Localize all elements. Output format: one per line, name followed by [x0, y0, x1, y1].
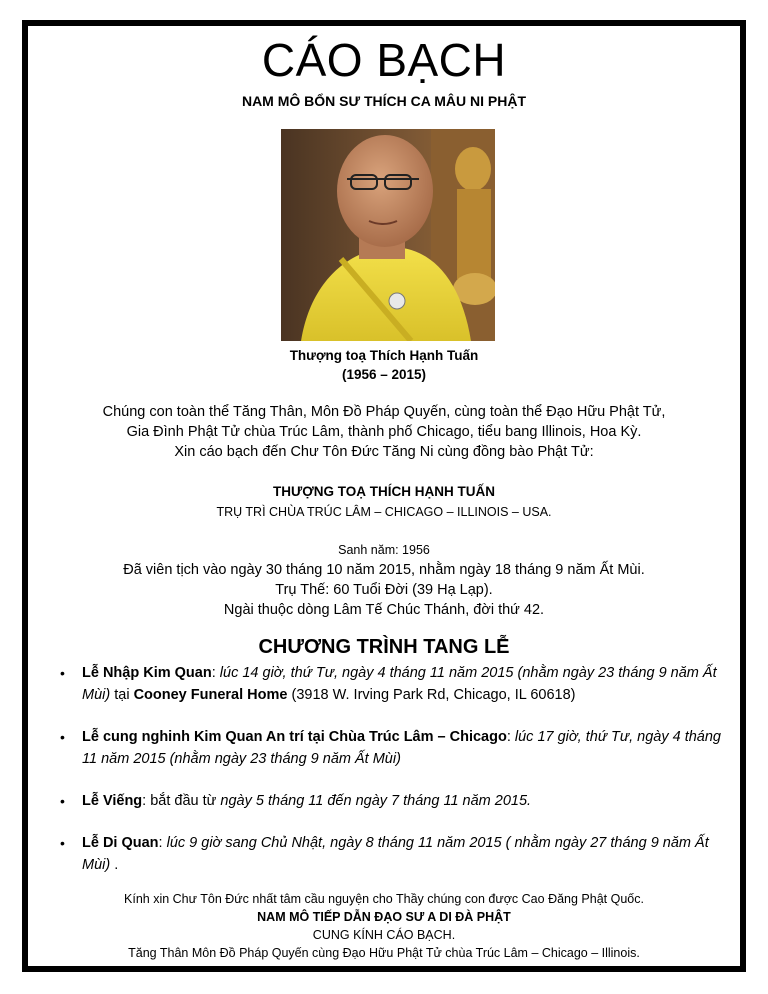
closing-announcement: CUNG KÍNH CÁO BẠCH. [312, 928, 456, 942]
program-list [60, 662, 740, 876]
item-address: (3918 W. Irving Park Rd, Chicago, IL 60618) [287, 687, 576, 703]
item-text: . [110, 857, 119, 873]
deceased-name: THƯỢNG TOẠ THÍCH HẠNH TUẤN [273, 484, 495, 499]
intro-line: Chúng con toàn thể Tăng Thân, Môn Đồ Pháp Quyến, cùng toàn thể Đạo Hữu Phật Tử, [102, 404, 666, 420]
item-place: Cooney Funeral Home [133, 687, 288, 703]
deceased-details [0, 540, 768, 620]
age-info: Trụ Thế: 60 Tuổi Đời (39 Hạ Lạp). [275, 582, 493, 598]
closing-signature: Tăng Thân Môn Đồ Pháp Quyến cùng Đạo Hữu Phật Tử chùa Trúc Lâm – Chicago – Illinois. [128, 946, 640, 960]
item-sep: : [211, 665, 220, 681]
program-item [60, 662, 740, 706]
item-sep: : bắt đầu từ [142, 793, 221, 809]
item-sep: : [506, 729, 515, 745]
page-title: CÁO BẠCH [261, 34, 507, 86]
item-label: Lễ Di Quan [82, 835, 159, 851]
bullet-icon: • [60, 793, 65, 809]
item-label: Lễ Viếng [82, 793, 143, 809]
caption-years: (1956 – 2015) [341, 367, 427, 382]
portrait-photo [281, 129, 495, 341]
item-text: tại [110, 687, 134, 703]
bullet-icon: • [60, 665, 65, 681]
photo-caption [0, 346, 768, 384]
bullet-icon: • [60, 729, 65, 745]
program-item [60, 790, 740, 812]
birth-year: Sanh năm: 1956 [338, 543, 430, 557]
deceased-position: TRỤ TRÌ CHÙA TRÚC LÂM – CHICAGO – ILLINOIS – USA. [216, 505, 552, 519]
program-item [60, 726, 740, 770]
passing-date: Đã viên tịch vào ngày 30 tháng 10 năm 2015, nhằm ngày 18 tháng 9 năm Ất Mùi. [123, 562, 645, 578]
intro-line: Xin cáo bạch đến Chư Tôn Đức Tăng Ni cùng đồng bào Phật Tử: [174, 444, 594, 460]
deceased-heading [0, 482, 768, 522]
lineage-info: Ngài thuộc dòng Lâm Tế Chúc Thánh, đời thứ 42. [223, 602, 545, 618]
item-detail: lúc 17 giờ, thứ Tư, ngày 4 tháng 11 năm 2015 (nhằm ngày 23 tháng 9 năm Ất Mùi) [82, 729, 721, 767]
closing-chant: NAM MÔ TIẾP DẪN ĐẠO SƯ A DI ĐÀ PHẬT [257, 910, 511, 924]
intro-paragraph [0, 402, 768, 462]
item-sep: : [158, 835, 167, 851]
closing-prayer: Kính xin Chư Tôn Đức nhất tâm cầu nguyện cho Thầy chúng con được Cao Đăng Phật Quốc. [124, 892, 644, 906]
program-item [60, 832, 740, 876]
closing-section [0, 890, 768, 962]
program-title: CHƯƠNG TRÌNH TANG LỄ [258, 636, 510, 658]
bullet-icon: • [60, 835, 65, 851]
item-detail: lúc 14 giờ, thứ Tư, ngày 4 tháng 11 năm 2015 (nhằm ngày 23 tháng 9 năm Ất Mùi) [82, 665, 717, 703]
item-detail: ngày 5 tháng 11 đến ngày 7 tháng 11 năm 2015. [220, 793, 532, 809]
item-detail: lúc 9 giờ sang Chủ Nhật, ngày 8 tháng 11 năm 2015 ( nhằm ngày 27 tháng 9 năm Ất Mùi) [82, 835, 709, 873]
page-subtitle: NAM MÔ BỔN SƯ THÍCH CA MÂU NI PHẬT [241, 93, 527, 109]
item-label: Lễ cung nghinh Kim Quan An trí tại Chùa Trúc Lâm – Chicago [82, 729, 507, 745]
intro-line: Gia Đình Phật Tử chùa Trúc Lâm, thành phố Chicago, tiểu bang Illinois, Hoa Kỳ. [126, 424, 642, 440]
caption-name: Thượng toạ Thích Hạnh Tuấn [289, 348, 479, 363]
item-label: Lễ Nhập Kim Quan [82, 665, 212, 681]
